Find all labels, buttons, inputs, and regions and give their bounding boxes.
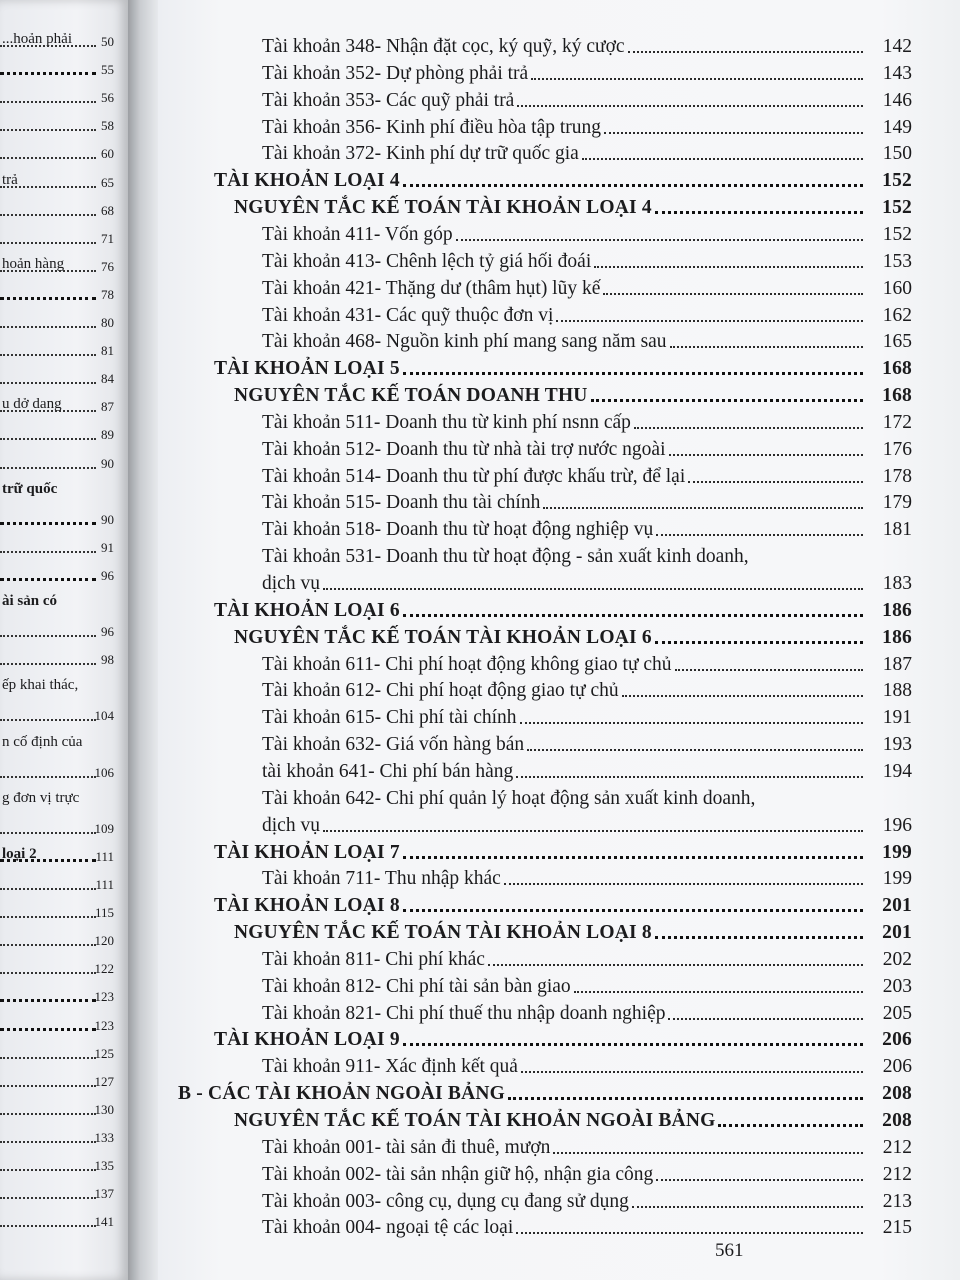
toc-entry-page: 213 [882,1190,912,1212]
toc-entry-title: Tài khoản 353- Các quỹ phải trả [262,89,515,111]
dot-leader [520,722,863,724]
toc-entry-title: Tài khoản 431- Các quỹ thuộc đơn vị [262,304,554,326]
left-toc-row [0,1012,118,1034]
toc-entry-title: Tài khoản 615- Chi phí tài chính [262,707,517,729]
left-toc-row [0,534,118,556]
toc-entry-page: 183 [882,573,912,594]
dot-leader [488,964,863,966]
left-toc-page: 65 [101,174,114,190]
left-toc-row [0,309,118,331]
left-toc-row [0,28,118,50]
dot-leader [508,1097,863,1100]
left-toc-row [0,197,118,219]
toc-entry-title: Tài khoản 352- Dự phòng phải trả [262,62,529,84]
toc-entry-page: 153 [882,250,912,272]
left-toc-page: 68 [101,202,114,218]
toc-entry-title: Tài khoản 468- Nguồn kinh phí mang sang năm sau [262,331,667,353]
dot-leader [655,211,863,214]
dot-leader [516,1232,863,1234]
left-toc-page: 76 [101,258,114,274]
left-toc-row [0,1068,118,1090]
toc-entry-page: 149 [882,116,912,138]
left-toc-text: ếp khai thác, [2,677,79,694]
toc-entry-page: 203 [882,975,912,997]
dot-leader [456,239,863,241]
toc-entry [262,1159,912,1186]
toc-entry [262,1051,912,1078]
toc-entry-page: 168 [882,358,912,380]
toc-entry-page: 152 [882,197,912,219]
toc-entry [262,31,912,58]
toc-entry-page: 160 [882,277,912,299]
toc-entry-page: 199 [882,868,912,890]
left-toc-text: trữ quốc [2,480,58,497]
toc-entry [262,112,912,139]
toc-entry [262,944,912,971]
toc-entry-page: 193 [882,734,912,756]
dot-leader [403,856,863,859]
left-toc-row [0,731,118,753]
left-toc-row [0,225,118,247]
left-toc-row [0,337,118,359]
toc-entry-title: TÀI KHOẢN LOẠI 8 [214,895,400,917]
left-toc-page: 137 [94,1186,114,1202]
toc-entry-page: 178 [882,465,912,487]
left-toc-row [0,140,118,162]
toc-entry-title: Tài khoản 421- Thặng dư (thâm hụt) lũy kế [262,277,601,299]
left-toc-text: trả [2,171,18,188]
dot-leader [634,427,863,429]
dot-leader [527,749,863,751]
left-toc-page: 84 [101,371,114,387]
toc-entry-page: 188 [882,680,912,702]
left-toc-page: 122 [94,961,114,977]
toc-entry [262,326,912,353]
left-toc-row [0,590,118,612]
toc-entry [262,649,912,676]
toc-entry-page: 176 [882,438,912,460]
toc-entry-page: 202 [882,948,912,970]
dot-leader [504,883,863,885]
left-toc-page: 89 [101,427,114,443]
left-toc-row [0,506,118,528]
left-toc-row [0,1152,118,1174]
left-toc-page: 58 [101,118,114,134]
toc-entry-page: 186 [882,599,912,621]
toc-entry [262,407,912,434]
toc-entry-page: 187 [882,653,912,675]
left-toc-row [0,927,118,949]
toc-entry-page: 212 [882,1136,912,1158]
dot-leader [403,184,863,187]
dot-leader [403,614,863,617]
left-toc-row [0,56,118,78]
toc-heading [214,165,912,192]
toc-entry-page: 168 [882,385,912,407]
toc-entry [262,487,912,514]
left-toc-page: 111 [95,877,114,892]
toc-entry-title: dịch vụ [262,573,320,594]
toc-entry-page: 206 [882,1029,912,1051]
toc-entry-title: Tài khoản 811- Chi phí khác [262,948,485,970]
left-toc-text: hoản hàng [2,255,65,272]
left-toc-row [0,955,118,977]
toc-entry-title: Tài khoản 003- công cụ, dụng cụ đang sử dụng [262,1190,629,1212]
left-toc-page: 109 [94,820,114,836]
toc-entry-title: Tài khoản 611- Chi phí hoạt động không giao tự chủ [262,653,672,675]
toc-entry-title: Tài khoản 348- Nhận đặt cọc, ký quỹ, ký cược [262,36,625,57]
left-toc-row [0,421,118,443]
left-toc-page: 141 [94,1214,114,1230]
toc-entry-page: 143 [882,62,912,84]
left-toc-row [0,871,118,893]
left-toc-page: 135 [94,1158,114,1173]
left-toc-page: 60 [101,146,114,162]
left-toc-row [0,702,118,724]
dot-leader [517,105,863,107]
toc-entry [262,461,912,488]
left-toc-page: 106 [94,764,114,780]
left-toc-row [0,365,118,387]
toc-entry-page: 201 [882,922,912,944]
toc-entry [262,675,912,702]
toc-entry-title: Tài khoản 372- Kinh phí dự trữ quốc gia [262,143,579,165]
toc-entry-title: B - CÁC TÀI KHOẢN NGOÀI BẢNG [178,1083,506,1105]
toc-entry-page: 201 [882,895,912,917]
toc-entry-page: 162 [882,304,912,326]
left-toc-page: 123 [94,1017,114,1033]
toc-entry-page: 152 [882,223,912,245]
dot-leader [323,830,863,832]
left-toc-page: 104 [94,708,114,724]
left-toc-text: u dở dang [2,396,62,413]
toc-entry [262,246,912,273]
left-toc-page: 133 [94,1129,114,1145]
toc-heading [234,917,912,944]
left-toc-page: 91 [101,539,114,555]
toc-entry-page: 152 [882,170,912,192]
left-toc-row [0,1124,118,1146]
toc-entry-page: 191 [882,707,912,729]
page-number: 561 [715,1240,744,1261]
toc-entry [262,138,912,165]
left-toc-row [0,618,118,640]
left-toc-row [0,393,118,415]
left-toc-page: 96 [101,567,114,583]
left-toc-page: 120 [94,933,114,949]
left-toc-page: 71 [101,230,114,246]
toc-entry [262,810,912,837]
dot-leader [531,78,863,80]
toc-entry-title: Tài khoản 411- Vốn góp [262,223,453,245]
left-toc-page: 111 [95,848,114,864]
left-toc-row [0,1180,118,1202]
left-toc-row [0,759,118,781]
toc-heading [214,1024,912,1051]
toc-entry-page: 194 [882,760,912,782]
toc-entry-title: NGUYÊN TẮC KẾ TOÁN DOANH THU [234,385,588,407]
left-toc-row [0,112,118,134]
left-toc-page: 125 [94,1045,114,1061]
dot-leader [403,1043,863,1046]
left-toc-row [0,478,118,500]
toc-entry-title: TÀI KHOẢN LOẠI 4 [214,170,400,192]
left-toc-row [0,646,118,668]
toc-entry [262,434,912,461]
toc-entry [262,702,912,729]
toc-entry-page: 196 [882,814,912,836]
toc-entry-page: 212 [882,1163,912,1185]
toc-entry-title: dịch vụ [262,814,320,836]
toc-entry-title: Tài khoản 911- Xác định kết quả [262,1056,518,1078]
left-toc-row [0,815,118,837]
dot-leader [323,588,863,590]
left-toc-page: 50 [101,34,114,49]
toc-entry-title: tài khoản 641- Chi phí bán hàng [262,760,514,782]
toc-entry-page: 206 [882,1056,912,1078]
toc-heading [214,837,912,864]
left-toc-page: 80 [101,315,114,330]
left-toc-page: 96 [101,624,114,640]
toc-entry [262,273,912,300]
left-toc-text: ...hoản phải [2,31,72,47]
toc-entry-title: Tài khoản 812- Chi phí tài sản bàn giao [262,975,571,997]
left-toc-row [0,1208,118,1230]
dot-leader [628,51,863,53]
left-toc-page: 90 [101,511,114,527]
toc-heading [234,1105,912,1132]
dot-leader [622,695,863,697]
toc-heading [178,1078,912,1105]
toc-entry-title: Tài khoản 632- Giá vốn hàng bán [262,734,525,756]
dot-leader [403,909,863,912]
toc-entry-page: 172 [882,411,912,433]
toc-entry [262,219,912,246]
toc-entry-title: TÀI KHOẢN LOẠI 9 [214,1029,400,1051]
dot-leader [688,481,863,483]
left-toc-row [0,787,118,809]
toc-entry-title: Tài khoản 356- Kinh phí điều hòa tập trung [262,116,602,138]
toc-entry-title: Tài khoản 514- Doanh thu từ phí được khấu trừ, để lại [262,465,686,487]
toc-entry-title: Tài khoản 531- Doanh thu từ hoạt động - sản xuất kinh doanh, [262,546,749,568]
left-toc-row [0,562,118,584]
toc-entry-page: 150 [882,143,912,165]
toc-entry-title: Tài khoản 512- Doanh thu từ nhà tài trợ nước ngoài [262,438,666,460]
toc-entry [262,1212,912,1239]
toc-entry [262,541,912,568]
toc-entry [262,300,912,327]
toc-heading [234,192,912,219]
left-toc-page: 130 [94,1101,114,1117]
toc-entry [262,729,912,756]
toc-entry-page: 186 [882,626,912,648]
toc-entry [262,756,912,783]
toc-entry-title: Tài khoản 004- ngoại tệ các loại [262,1217,514,1239]
dot-leader [604,132,863,134]
left-toc-row [0,843,118,865]
toc-entry-page: 208 [882,1110,912,1131]
left-toc-page: 123 [94,989,114,1005]
left-toc-row [0,450,118,472]
dot-leader [594,266,863,268]
dot-leader [543,507,863,509]
toc-entry-title: TÀI KHOẢN LOẠI 7 [214,841,400,863]
toc-entry-title: NGUYÊN TẮC KẾ TOÁN TÀI KHOẢN LOẠI 4 [234,197,652,219]
left-toc-page: 90 [101,455,114,471]
toc-heading [234,622,912,649]
toc-entry-page: 165 [882,331,912,353]
toc-entry [262,514,912,541]
toc-entry-title: Tài khoản 518- Doanh thu từ hoạt động nghiệp vụ [262,519,654,541]
left-toc-row [0,281,118,303]
left-toc-page: 56 [101,90,114,106]
toc-entry-title: TÀI KHOẢN LOẠI 5 [214,358,400,380]
left-toc-text: g đơn vị trực [2,789,80,806]
toc-entry-title: TÀI KHOẢN LOẠI 6 [214,599,400,621]
toc-entry-title: Tài khoản 515- Doanh thu tài chính [262,492,541,514]
left-toc-page: 78 [101,286,114,302]
toc-entry-title: Tài khoản 511- Doanh thu từ kinh phí nsnn cấp [262,411,631,433]
toc-entry-page: 142 [882,36,912,57]
dot-leader [655,641,863,644]
dot-leader [718,1124,863,1127]
dot-leader [521,1071,863,1073]
left-toc-page: 127 [94,1073,114,1089]
toc-entry-page: 181 [882,519,912,541]
left-toc-row [0,84,118,106]
book-gutter [128,0,158,1280]
toc-entry [262,85,912,112]
toc-entry [262,783,912,810]
left-toc-row [0,899,118,921]
toc-entry [262,58,912,85]
toc-entry-page: 199 [882,841,912,863]
previous-page [0,0,128,1280]
left-toc-row [0,169,118,191]
toc-heading [234,380,912,407]
dot-leader [668,1018,863,1020]
toc-entry-page: 215 [882,1217,912,1239]
left-toc-row [0,1040,118,1062]
dot-leader [675,669,863,671]
left-toc-page: 55 [101,62,114,78]
toc-heading [214,353,912,380]
left-toc-row [0,253,118,275]
left-toc-page: 81 [101,343,114,359]
toc-heading [214,595,912,622]
toc-entry-title: Tài khoản 001- tài sản đi thuê, mượn [262,1136,551,1158]
toc-entry-title: Tài khoản 002- tài sản nhận giữ hộ, nhận gia công [262,1163,654,1185]
dot-leader [655,936,863,939]
left-toc-page: 115 [94,905,114,921]
dot-leader [403,372,863,375]
left-toc-row [0,1096,118,1118]
dot-leader [656,1179,863,1181]
toc-entry-title: Tài khoản 413- Chênh lệch tỷ giá hối đoái [262,250,592,272]
dot-leader [582,158,863,160]
toc-entry-page: 146 [882,89,912,111]
left-toc-text: loại 2 [2,845,37,862]
dot-leader [670,346,863,348]
dot-leader [603,293,863,295]
left-toc-page: 98 [101,652,114,668]
toc-entry-title: Tài khoản 612- Chi phí hoạt động giao tự chủ [262,680,619,702]
dot-leader [656,534,863,536]
toc-entry-title: NGUYÊN TẮC KẾ TOÁN TÀI KHOẢN LOẠI 6 [234,626,652,648]
dot-leader [591,399,863,402]
left-toc-row [0,674,118,696]
toc-entry [262,1132,912,1159]
toc-entry-page: 208 [882,1083,912,1105]
dot-leader [556,320,863,322]
dot-leader [669,454,863,456]
toc-heading [214,890,912,917]
dot-leader [574,991,863,993]
toc-entry [262,863,912,890]
left-toc-text: n cố định của [2,733,83,750]
toc-entry [262,998,912,1025]
toc-page [158,0,960,1280]
dot-leader [553,1152,863,1154]
toc-entry-title: Tài khoản 642- Chi phí quản lý hoạt động sản xuất kinh doanh, [262,787,756,809]
toc-entry-title: NGUYÊN TẮC KẾ TOÁN TÀI KHOẢN LOẠI 8 [234,922,652,944]
left-toc-row [0,983,118,1005]
toc-entry-page: 179 [882,492,912,514]
toc-entry [262,1186,912,1213]
toc-entry-page: 205 [882,1002,912,1024]
toc-entry-title: NGUYÊN TẮC KẾ TOÁN TÀI KHOẢN NGOÀI BẢNG [234,1110,716,1131]
toc-entry [262,568,912,595]
toc-entry-title: Tài khoản 711- Thu nhập khác [262,868,501,890]
toc-entry-title: Tài khoản 821- Chi phí thuế thu nhập doanh nghiệp [262,1002,666,1024]
dot-leader [516,776,863,778]
toc-entry [262,971,912,998]
left-toc-page: 87 [101,399,114,415]
dot-leader [632,1206,863,1208]
left-toc-text: ài sản có [2,593,58,609]
